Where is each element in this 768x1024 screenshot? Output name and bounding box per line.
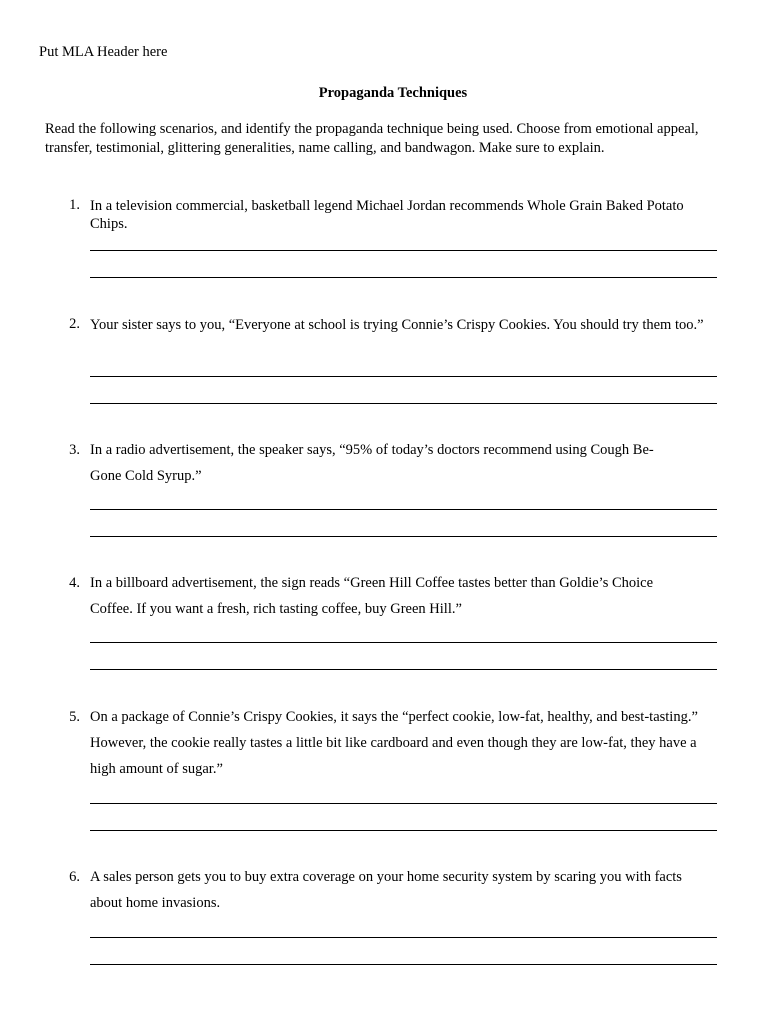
question-number: 1.: [69, 197, 80, 213]
answer-line[interactable]: [90, 250, 717, 251]
answer-line[interactable]: [90, 642, 717, 643]
question-text: In a radio advertisement, the speaker says, “95% of today’s doctors recommend using Cough Be-Gone Cold Syrup.”: [90, 442, 654, 484]
answer-line[interactable]: [90, 403, 717, 404]
question-text: In a television commercial, basketball legend Michael Jordan recommends Whole Grain Baked Potato Chips.: [90, 198, 684, 232]
answer-line[interactable]: [90, 509, 717, 510]
question-number: 4.: [69, 575, 80, 591]
question-number: 6.: [69, 869, 80, 885]
answer-line[interactable]: [90, 803, 717, 804]
question-number: 5.: [69, 709, 80, 725]
answer-line[interactable]: [90, 830, 717, 831]
answer-line[interactable]: [90, 964, 717, 965]
answer-line[interactable]: [90, 937, 717, 938]
question-text: A sales person gets you to buy extra coverage on your home security system by scaring you with facts about home invasions.: [90, 869, 682, 911]
question-number: 2.: [69, 316, 80, 332]
answer-line[interactable]: [90, 669, 717, 670]
answer-line[interactable]: [90, 277, 717, 278]
answer-line[interactable]: [90, 536, 717, 537]
question-text: On a package of Connie’s Crispy Cookies, it says the “perfect cookie, low-fat, healthy, and best-tasting.” However, the cookie really tastes a little bit like cardboard and even though they are low-fat, they have a high amount of sugar.”: [90, 709, 698, 777]
question-text: In a billboard advertisement, the sign reads “Green Hill Coffee tastes better than Goldie’s Choice Coffee. If you want a fresh, rich tasting coffee, buy Green Hill.”: [90, 575, 654, 617]
page-title: Propaganda Techniques: [318, 85, 468, 101]
instructions-paragraph: Read the following scenarios, and identify the propaganda technique being used. Choose from emotional appeal, transfer, testimonial, glittering generalities, name calling, and bandwagon. Make sure to explain.: [45, 121, 699, 156]
question-text: Your sister says to you, “Everyone at school is trying Connie’s Crispy Cookies. You should try them too.”: [90, 317, 704, 333]
question-number: 3.: [69, 442, 80, 458]
mla-header-placeholder: Put MLA Header here: [39, 44, 168, 60]
answer-line[interactable]: [90, 376, 717, 377]
